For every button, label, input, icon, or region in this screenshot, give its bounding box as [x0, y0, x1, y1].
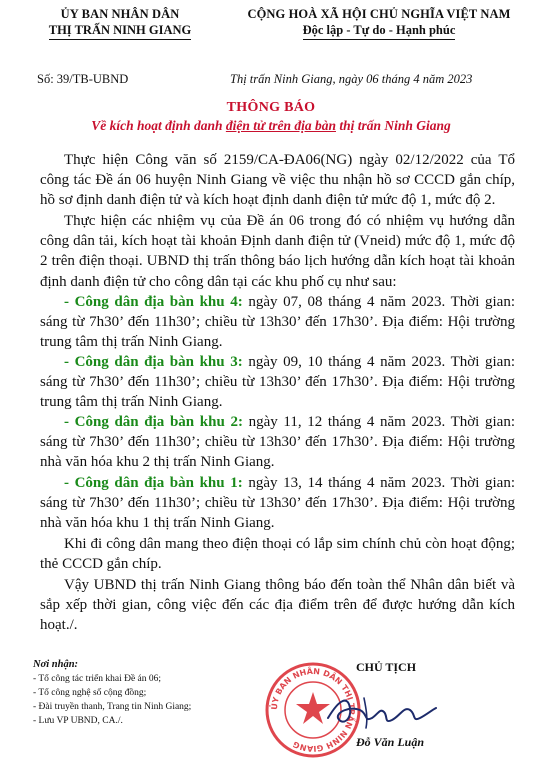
- national-header: [226, 6, 532, 40]
- subject-part-1: Về kích hoạt định danh: [91, 118, 226, 133]
- document-number: Số: 39/TB-UBND: [37, 72, 129, 86]
- document-title: THÔNG BÁO: [226, 100, 316, 115]
- schedule-details: ngày 13, 14 tháng 4 năm 2023. Thời gian: sáng từ 7h30’ đến 11h30’; chiều từ 13h30’ đến 17h30’. Địa điểm: Hội trường nhà văn hóa khu 1 thị trấn Ninh Giang.: [40, 474, 516, 531]
- recipient-item: - Tổ công nghệ số cộng đồng;: [33, 688, 147, 698]
- subject-part-2: điện tử trên địa bàn: [225, 118, 336, 133]
- subject-part-3: thị trấn Ninh Giang: [335, 118, 451, 133]
- body-paragraph-1: Thực hiện Công văn số 2159/CA-ĐA06(NG) ngày 02/12/2022 của Tổ công tác Đề án 06 huyện Ninh Giang về việc thu nhận hồ sơ CCCD gắn chíp, hồ sơ định danh điện tử và kích hoạt định danh điện tử mức độ 1, mức độ 2.: [40, 152, 515, 209]
- national-title: CỘNG HOÀ XÃ HỘI CHỦ NGHĨA VIỆT NAM: [247, 7, 511, 21]
- schedule-item: [40, 352, 515, 412]
- schedule-area-label: - Công dân địa bàn khu 1:: [64, 474, 243, 491]
- schedule-area-label: - Công dân địa bàn khu 4:: [64, 293, 243, 310]
- agency-name-line1: ỦY BAN NHÂN DÂN: [60, 7, 180, 21]
- schedule-item: [40, 412, 515, 472]
- issuing-agency-header: [22, 6, 218, 40]
- recipient-item: - Đài truyền thanh, Trang tin Ninh Giang;: [33, 702, 192, 712]
- recipient-item: - Lưu VP UBND, CA./.: [33, 716, 123, 726]
- schedule-details: ngày 09, 10 tháng 4 năm 2023. Thời gian: sáng từ 7h30’ đến 11h30’; chiều từ 13h30’ đến 17h30’. Địa điểm: Hội trường trung tâm thị trấn Ninh Giang.: [40, 353, 516, 411]
- schedule-details: ngày 11, 12 tháng 4 năm 2023. Thời gian: sáng từ 7h30’ đến 11h30’; chiều từ 13h30’ đến 17h30’. Địa điểm: Hội trường nhà văn hóa khu 2 thị trấn Ninh Giang.: [40, 414, 515, 471]
- body-paragraph-2: Thực hiện các nhiệm vụ của Đề án 06 trong đó có nhiệm vụ hướng dẫn công dân tải, kích hoạt tài khoản Định danh điện tử (Vneid) mức độ 1, mức độ 2 trên điện thoại. UBND thị trấn thông báo lịch hướng dẫn kích hoạt tài khoản định danh điện tử cho công dân tại các khu phố cụ như sau:: [40, 213, 515, 290]
- body-paragraph-4: Vậy UBND thị trấn Ninh Giang thông báo đến toàn thể Nhân dân biết và sắp xếp thời gian, công việc đến các địa điểm trên để được hướng dẫn kích hoạt./.: [40, 576, 515, 634]
- schedule-area-label: - Công dân địa bàn khu 3:: [64, 353, 243, 370]
- schedule-item: [40, 473, 515, 533]
- recipient-item: - Tổ công tác triển khai Đề án 06;: [33, 674, 162, 684]
- place-and-date: Thị trấn Ninh Giang, ngày 06 tháng 4 năm 2023: [230, 72, 473, 86]
- schedule-area-label: - Công dân địa bàn khu 2:: [64, 414, 243, 431]
- handwritten-signature: [320, 688, 440, 732]
- agency-name-line2: THỊ TRẤN NINH GIANG: [49, 22, 192, 40]
- seal-text: ỦY BAN NHÂN DÂN THỊ TRẤN NINH GIANG: [269, 666, 357, 754]
- schedule-details: ngày 07, 08 tháng 4 năm 2023. Thời gian: sáng từ 7h30’ đến 11h30’; chiều từ 13h30’ đến 17h30’. Địa điểm: Hội trường trung tâm thị trấn Ninh Giang.: [40, 293, 516, 350]
- national-motto: Độc lập - Tự do - Hạnh phúc: [303, 22, 456, 40]
- signer-role: CHỦ TỊCH: [355, 660, 417, 674]
- recipients-title: Nơi nhận:: [33, 659, 79, 670]
- document-subject: [0, 118, 542, 134]
- signer-name: Đỗ Văn Luận: [355, 735, 425, 749]
- recipients-list: [33, 672, 191, 728]
- schedule-item: [40, 292, 515, 352]
- body-paragraph-3: Khi đi công dân mang theo điện thoại có lắp sim chính chủ còn hoạt động; thẻ CCCD gắn chíp.: [40, 535, 515, 572]
- document-body: [40, 150, 515, 635]
